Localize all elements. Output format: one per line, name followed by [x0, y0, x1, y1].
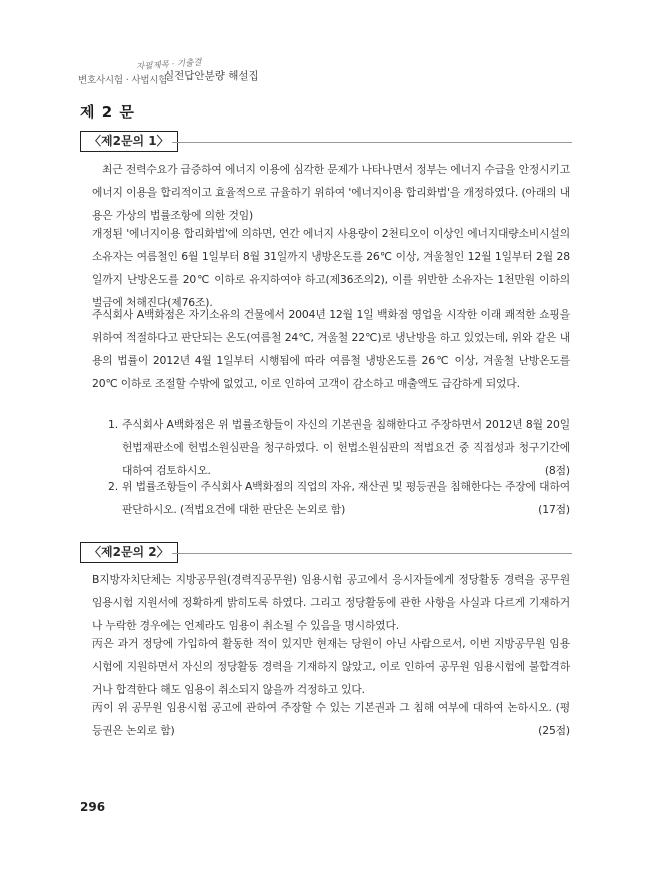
section-label-2: 〈제2문의 2〉 [80, 542, 178, 563]
section-label-1: 〈제2문의 1〉 [80, 131, 178, 152]
paragraph-5: 丙은 과거 정당에 가입하여 활동한 적이 있지만 현재는 당원이 아닌 사람으로서, 이번 지방공무원 임용시험에 지원하면서 자신의 정당활동 경력을 기재하지 않았고, 이로 인하여 공무원 임용시험에 불합격하거나 합격한다 해도 임용이 취소되지 않을까 걱정하고 있다. [92, 637, 570, 696]
question-3 [92, 696, 570, 742]
paragraph-1: 최근 전력수요가 급증하여 에너지 이용에 심각한 문제가 나타나면서 정부는 에너지 수급을 안정시키고 에너지 이용을 합리적이고 효율적으로 규율하기 위하여 '에너지이용 합리화법'을 개정하였다. (아래의 내용은 가상의 법률조항에 의한 것임) [92, 163, 570, 222]
question-points: (17점) [538, 503, 570, 516]
question-2 [108, 475, 570, 521]
question-points: (25점) [538, 724, 570, 737]
question-number: 2. [108, 480, 119, 493]
header-breadcrumb: 변호사시험 · 사법시험 [78, 75, 168, 86]
question-points: (8점) [544, 464, 570, 477]
paragraph-3: 주식회사 A백화점은 자기소유의 건물에서 2004년 12월 1일 백화점 영업을 시작한 이래 쾌적한 쇼핑을 위하여 적절하다고 판단되는 온도(여름철 24℃, 겨울철 22℃)로 냉난방을 하고 있었는데, 위와 같은 내용의 법률이 2012년 4월 1일부터 시행됨에 따라 여름철 냉방온도를 26℃ 이상, 겨울철 난방온도를 20℃ 이하로 조절할 수밖에 없었고, 이로 인하여 고객이 감소하고 매출액도 급감하게 되었다. [92, 308, 570, 390]
chapter-title: 제 2 문 [80, 103, 135, 121]
handwritten-note: 자필제목 · 기출결 [135, 57, 202, 73]
question-text: 丙이 위 공무원 임용시험 공고에 관하여 주장할 수 있는 기본권과 그 침해 여부에 대하여 논하시오. (평등권은 논외로 함) [92, 701, 570, 737]
section-rule-1 [172, 142, 572, 143]
question-text: 주식회사 A백화점은 위 법률조항들이 자신의 기본권을 침해한다고 주장하면서 2012년 8월 20일 헌법재판소에 헌법소원심판을 청구하였다. 이 헌법소원심판의 적법요건 중 직접성과 청구기간에 대하여 검토하시오. [122, 418, 570, 477]
question-1 [108, 413, 570, 482]
paragraph-2: 개정된 '에너지이용 합리화법'에 의하면, 연간 에너지 사용량이 2천티오이 이상인 에너지대량소비시설의 소유자는 여름철인 6월 1일부터 8월 31일까지 냉방온도를 26℃ 이상, 겨울철인 12월 1일부터 2월 28일까지 난방온도를 20℃ 이하로 유지하여야 하고(제36조의2), 이를 위반한 소유자는 1천만원 이하의 벌금에 처해진다(제76조). [92, 227, 570, 309]
header-subtitle: 실전답안분량 해설집 [164, 70, 259, 82]
question-text: 위 법률조항들이 주식회사 A백화점의 직업의 자유, 재산권 및 평등권을 침해한다는 주장에 대하여 판단하시오. (적법요건에 대한 판단은 논외로 함) [122, 480, 570, 516]
paragraph-4: B지방자치단체는 지방공무원(경력직공무원) 임용시험 공고에서 응시자들에게 정당활동 경력을 공무원 임용시험 지원서에 정확하게 밝히도록 하였다. 그리고 정당활동에 관한 사항을 사실과 다르게 기재하거나 누락한 경우에는 언제라도 임용이 취소될 수 있음을 명시하였다. [92, 573, 570, 632]
running-header [78, 58, 578, 88]
section-rule-2 [172, 553, 572, 554]
question-number: 1. [108, 418, 119, 431]
page-number: 296 [80, 800, 106, 814]
